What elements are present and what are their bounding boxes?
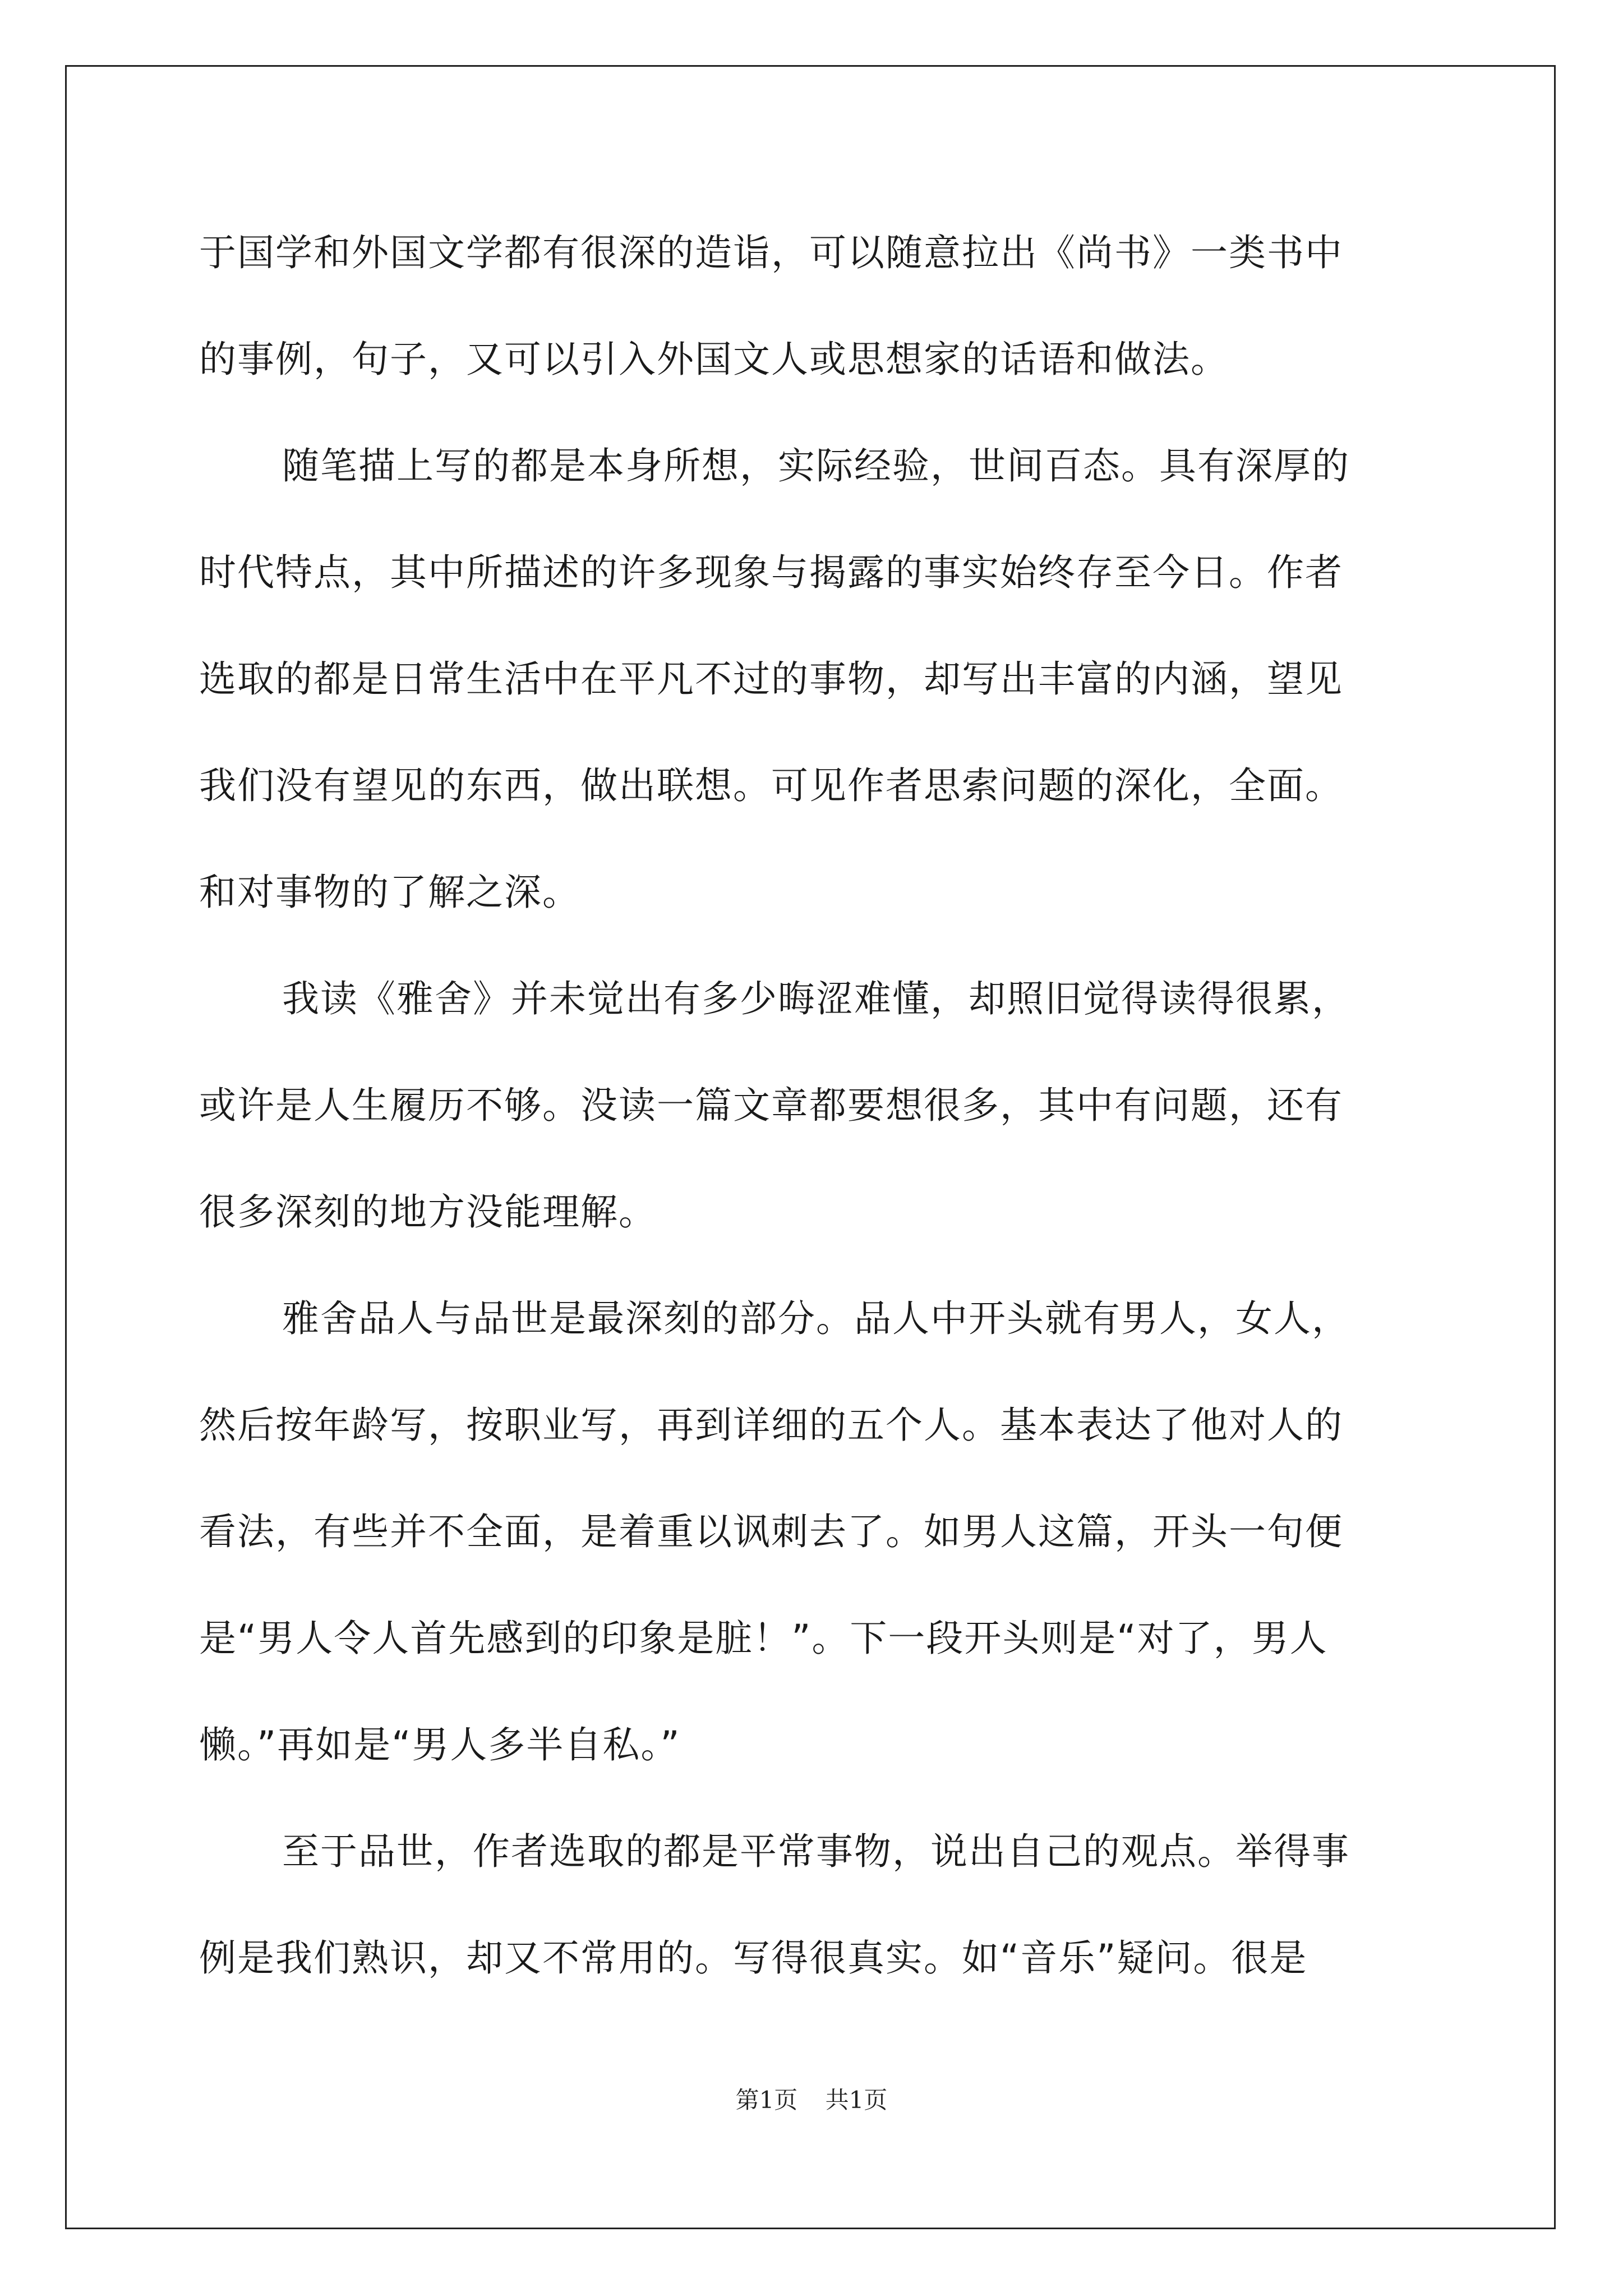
- text-line: 我们没有望见的东西，做出联想。可见作者思索问题的深化，全面。: [199, 764, 1343, 807]
- paragraph-start-line: 至于品世，作者选取的都是平常事物，说出自己的观点。举得事: [282, 1830, 1350, 1873]
- text-line: 选取的都是日常生活中在平凡不过的事物，却写出丰富的内涵，望见: [199, 657, 1343, 701]
- page-number: 第1页: [735, 2086, 798, 2114]
- text-line: 然后按年龄写，按职业写，再到详细的五个人。基本表达了他对人的: [199, 1404, 1343, 1447]
- text-line: 懒。”再如是“男人多半自私。”: [199, 1723, 681, 1766]
- paragraph-start-line: 随笔描上写的都是本身所想，实际经验，世间百态。具有深厚的: [282, 444, 1350, 487]
- paragraph-start-line: 雅舍品人与品世是最深刻的部分。品人中开头就有男人，女人，: [282, 1297, 1350, 1340]
- text-line: 时代特点，其中所描述的许多现象与揭露的事实始终存至今日。作者: [199, 551, 1343, 594]
- text-line: 或许是人生履历不够。没读一篇文章都要想很多，其中有问题，还有: [199, 1084, 1343, 1127]
- text-line: 的事例，句子，又可以引入外国文人或思想家的话语和做法。: [199, 338, 1229, 381]
- text-line: 和对事物的了解之深。: [199, 871, 580, 914]
- paragraph-start-line: 我读《雅舍》并未觉出有多少晦涩难懂，却照旧觉得读得很累，: [282, 977, 1350, 1020]
- text-line: 看法，有些并不全面，是着重以讽刺去了。如男人这篇，开头一句便: [199, 1510, 1343, 1553]
- page-total: 共1页: [825, 2086, 888, 2114]
- text-line: 很多深刻的地方没能理解。: [199, 1190, 657, 1234]
- text-line: 于国学和外国文学都有很深的造诣，可以随意拉出《尚书》一类书中: [199, 231, 1343, 274]
- page-footer: [0, 2083, 1623, 2117]
- text-line: 例是我们熟识，却又不常用的。写得很真实。如“音乐”疑问。很是: [199, 1936, 1308, 1980]
- text-line: 是“男人令人首先感到的印象是脏！”。下一段开头则是“对了，男人: [199, 1617, 1328, 1660]
